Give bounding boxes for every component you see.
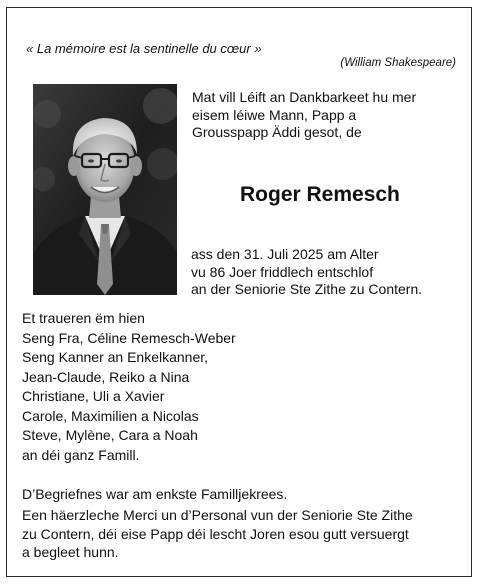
mourner-line: Seng Fra, Céline Remesch-Weber	[22, 329, 236, 346]
thanks-line: Een häerzleche Merci un d’Personal vun der Seniorie Ste Zithe	[22, 507, 413, 523]
deceased-name: Roger Remesch	[240, 183, 400, 206]
thanks-line: a begleet hunn.	[22, 544, 119, 560]
mourner-line: Seng Kanner an Enkelkanner,	[22, 349, 209, 365]
epigraph-quote: « La mémoire est la sentinelle du cœur »	[26, 41, 262, 56]
mourner-line: Christiane, Uli a Xavier	[22, 388, 165, 404]
intro-text	[192, 89, 462, 142]
mourner-line: an déi ganz Famill.	[22, 446, 140, 463]
mourner-line: Et traueren ëm hien	[22, 310, 145, 326]
mourner-line: Steve, Mylène, Cara a Noah	[22, 427, 198, 443]
mourner-line: Jean-Claude, Reiko a Nina	[22, 368, 190, 385]
mourners-list	[22, 309, 236, 465]
death-notice	[191, 246, 422, 299]
mourner-line: Carole, Maximilien a Nicolas	[22, 407, 199, 424]
thanks-note	[22, 506, 413, 562]
epigraph-author: (William Shakespeare)	[340, 57, 456, 69]
intro-line: eisem léiwe Mann, Papp a	[192, 106, 357, 123]
intro-line: Mat vill Léift an Dankbarkeet hu mer	[192, 89, 417, 105]
funeral-note: D’Begriefnes war am enkste Familljekrees.	[22, 486, 288, 502]
intro-line: Grousspapp Äddi gesot, de	[192, 124, 362, 140]
thanks-line: zu Contern, déi eise Papp déi lescht Joren esou gutt versuergt	[22, 525, 409, 542]
death-line: ass den 31. Juli 2025 am Alter	[191, 246, 379, 262]
death-line: vu 86 Joer friddlech entschlof	[191, 263, 374, 280]
death-line: an der Seniorie Ste Zithe zu Contern.	[191, 281, 423, 297]
portrait-photo	[33, 84, 177, 295]
